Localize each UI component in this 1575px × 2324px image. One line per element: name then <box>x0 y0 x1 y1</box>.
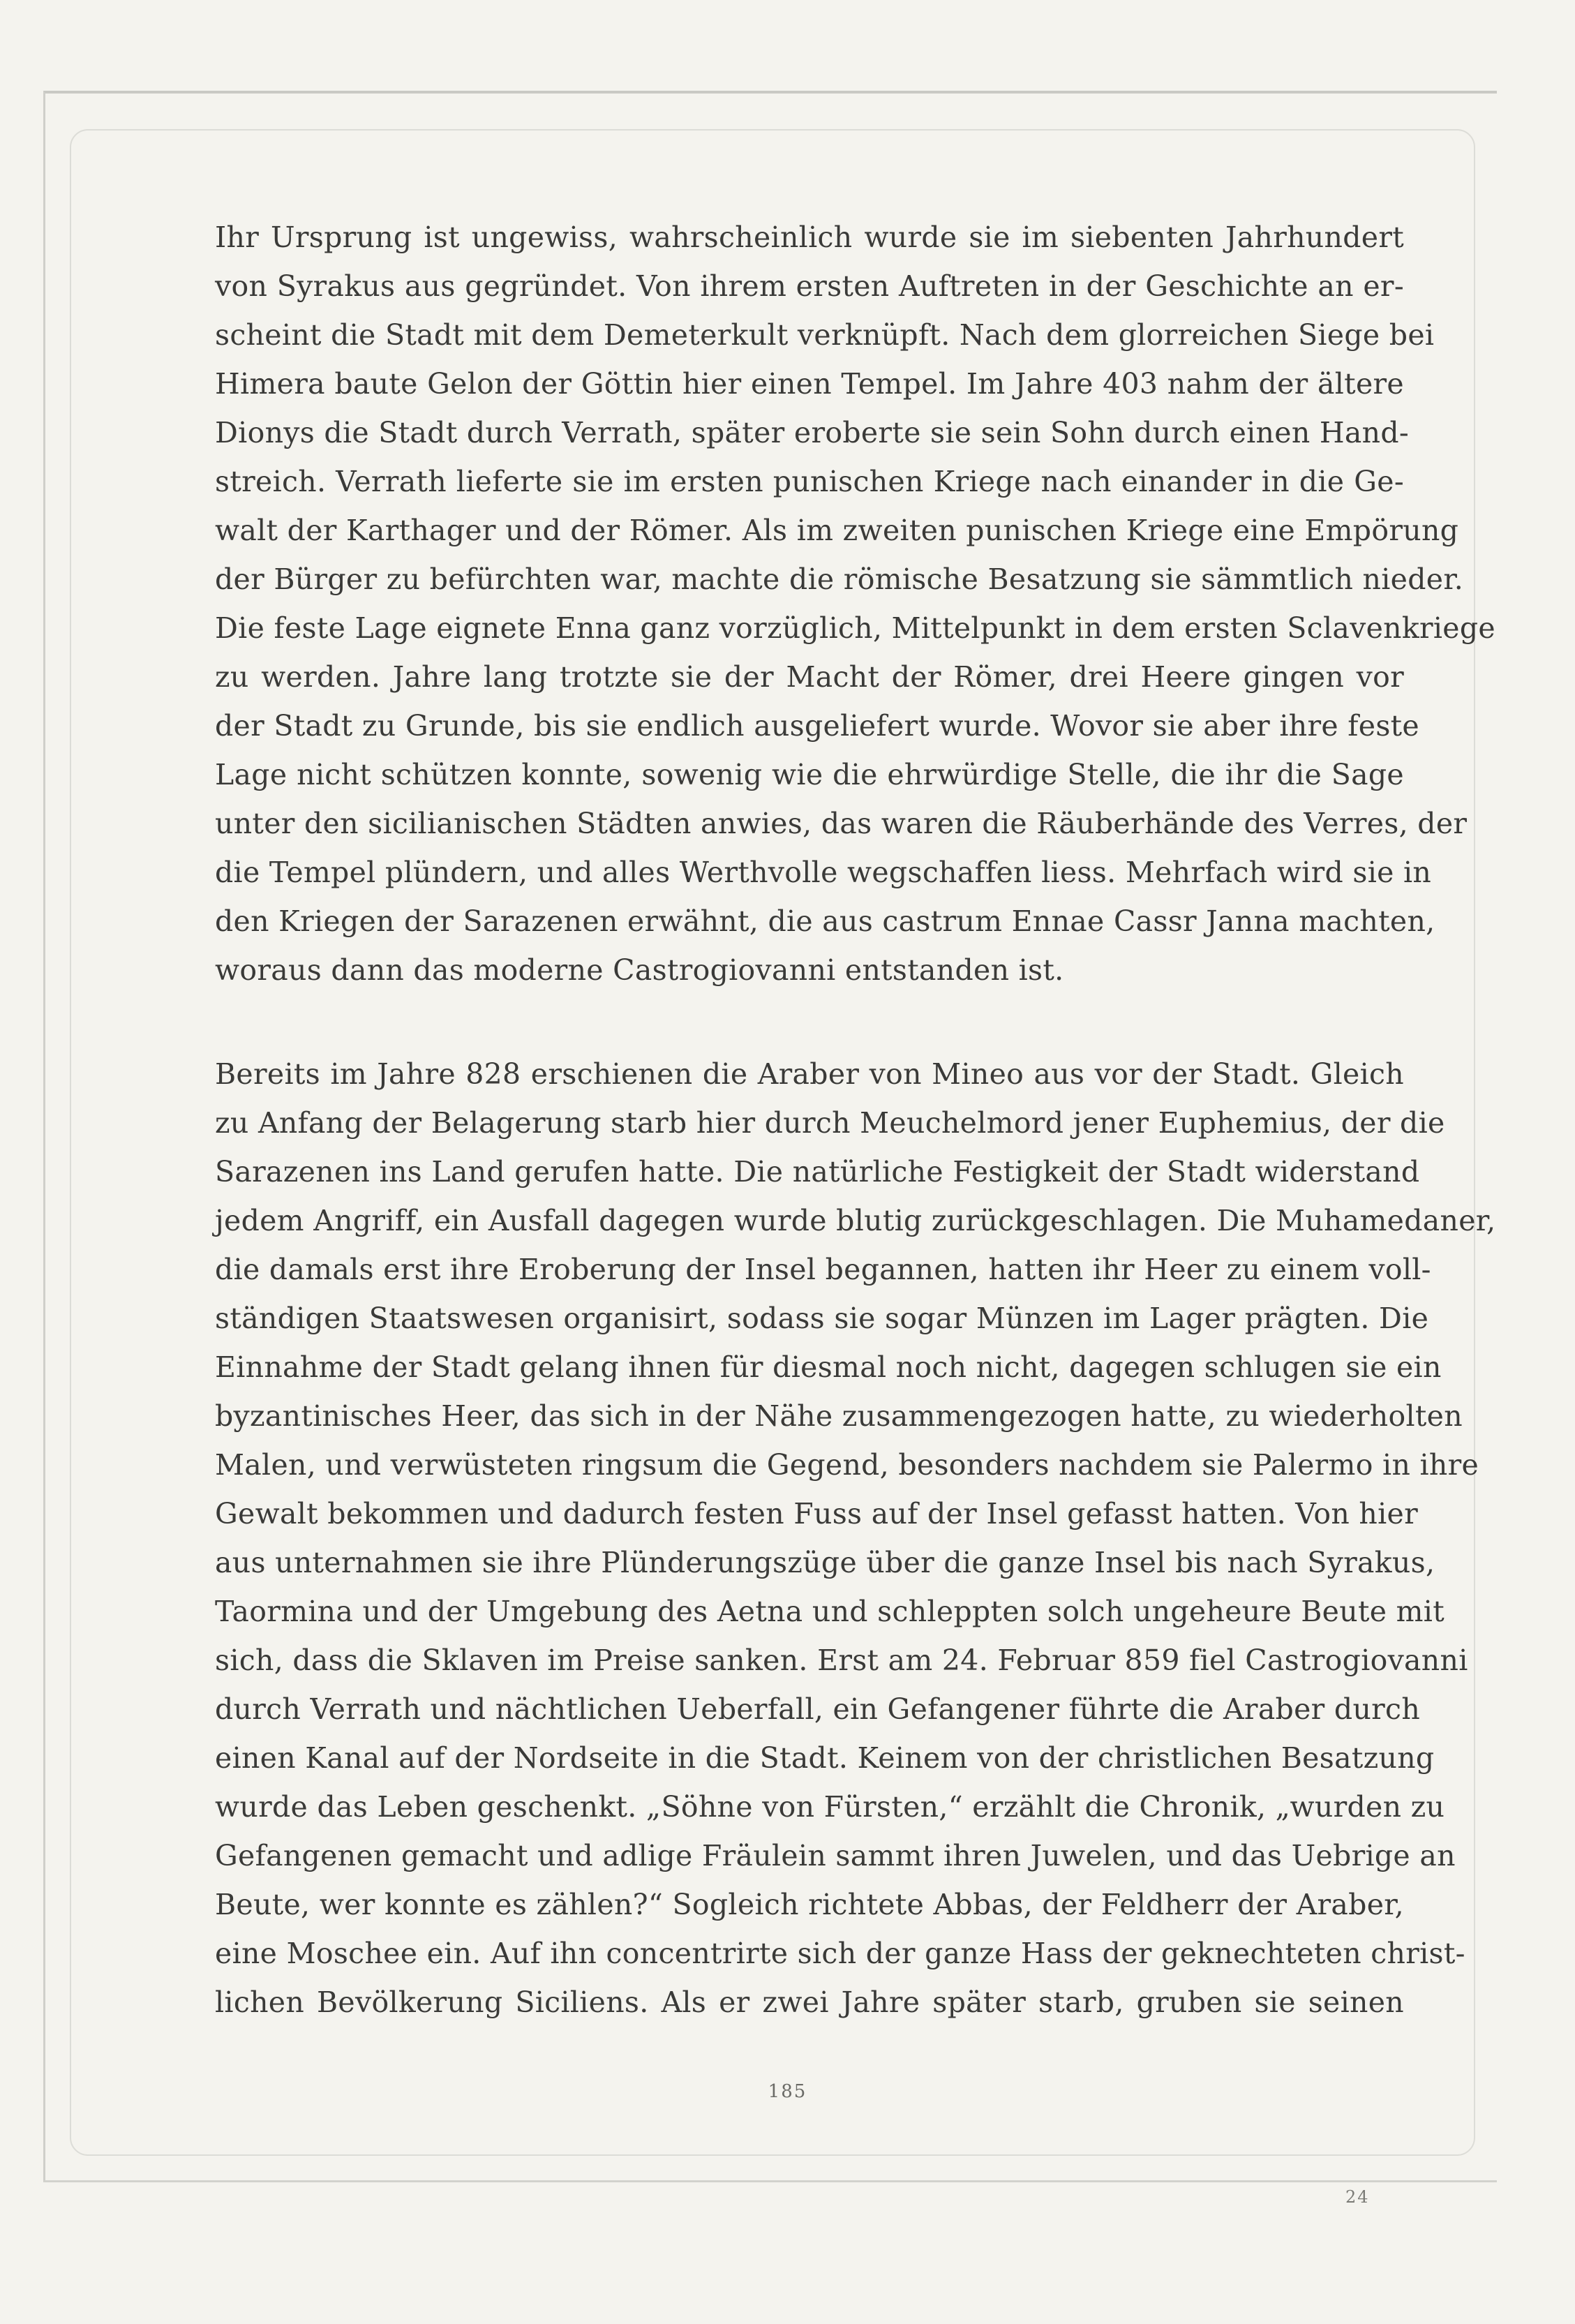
text-line: Bereits im Jahre 828 erschienen die Araber von Mineo aus vor der Stadt. Gleich <box>215 1057 1404 1091</box>
sheet-signature: 24 <box>1345 2187 1370 2207</box>
text-line: von Syrakus aus gegründet. Von ihrem ersten Auftreten in der Geschichte an er- <box>215 269 1404 303</box>
text-line: scheint die Stadt mit dem Demeterkult verknüpft. Nach dem glorreichen Siege bei <box>215 318 1435 352</box>
text-line: der Bürger zu befürchten war, machte die römische Besatzung sie sämmtlich nieder. <box>215 563 1464 596</box>
text-line: einen Kanal auf der Nordseite in die Stadt. Keinem von der christlichen Besatzung <box>215 1741 1435 1775</box>
text-line: streich. Verrath lieferte sie im ersten punischen Kriege nach einander in die Ge- <box>215 465 1404 498</box>
text-line: wurde das Leben geschenkt. „Söhne von Fürsten,“ erzählt die Chronik, „wurden zu <box>215 1790 1445 1824</box>
text-line: der Stadt zu Grunde, bis sie endlich ausgeliefert wurde. Wovor sie aber ihre feste <box>215 709 1419 743</box>
text-line: die Tempel plündern, und alles Werthvolle wegschaffen liess. Mehrfach wird sie in <box>215 856 1432 889</box>
text-line: Ihr Ursprung ist ungewiss, wahrscheinlich wurde sie im siebenten Jahrhundert <box>215 221 1404 254</box>
text-line: durch Verrath und nächtlichen Ueberfall, ein Gefangener führte die Araber durch <box>215 1692 1421 1726</box>
text-line: die damals erst ihre Eroberung der Insel begannen, hatten ihr Heer zu einem voll- <box>215 1253 1431 1286</box>
text-line: sich, dass die Sklaven im Preise sanken. Erst am 24. Februar 859 fiel Castrogiovanni <box>215 1644 1468 1677</box>
text-line: Taormina und der Umgebung des Aetna und schleppten solch ungeheure Beute mit <box>215 1595 1445 1628</box>
text-line: lichen Bevölkerung Siciliens. Als er zwei Jahre später starb, gruben sie seinen <box>215 1986 1404 2019</box>
text-line: Beute, wer konnte es zählen?“ Sogleich richtete Abbas, der Feldherr der Araber, <box>215 1888 1404 1921</box>
text-line: walt der Karthager und der Römer. Als im zweiten punischen Kriege eine Empörung <box>215 514 1459 547</box>
text-line: zu Anfang der Belagerung starb hier durch Meuchelmord jener Euphemius, der die <box>215 1106 1445 1140</box>
page-number: 185 <box>768 2081 807 2102</box>
text-line: zu werden. Jahre lang trotzte sie der Macht der Römer, drei Heere gingen vor <box>215 660 1404 694</box>
text-line: Gewalt bekommen und dadurch festen Fuss auf der Insel gefasst hatten. Von hier <box>215 1497 1418 1530</box>
text-line: Dionys die Stadt durch Verrath, später eroberte sie sein Sohn durch einen Hand- <box>215 416 1410 449</box>
text-line: ständigen Staatswesen organisirt, sodass sie sogar Münzen im Lager prägten. Die <box>215 1302 1429 1335</box>
text-line: eine Moschee ein. Auf ihn concentrirte sich der ganze Hass der geknechteten christ- <box>215 1937 1465 1970</box>
text-line: Einnahme der Stadt gelang ihnen für diesmal noch nicht, dagegen schlugen sie ein <box>215 1350 1442 1384</box>
text-line: unter den sicilianischen Städten anwies, das waren die Räuberhände des Verres, der <box>215 807 1468 840</box>
text-line: Die feste Lage eignete Enna ganz vorzüglich, Mittelpunkt in dem ersten Sclavenkriege <box>215 611 1495 645</box>
text-line: Sarazenen ins Land gerufen hatte. Die natürliche Festigkeit der Stadt widerstand <box>215 1155 1420 1189</box>
text-line: byzantinisches Heer, das sich in der Nähe zusammengezogen hatte, zu wiederholten <box>215 1399 1463 1433</box>
text-line: aus unternahmen sie ihre Plünderungszüge über die ganze Insel bis nach Syrakus, <box>215 1546 1435 1579</box>
text-line: den Kriegen der Sarazenen erwähnt, die aus castrum Ennae Cassr Janna machten, <box>215 904 1435 938</box>
text-line: Himera baute Gelon der Göttin hier einen Tempel. Im Jahre 403 nahm der ältere <box>215 367 1404 401</box>
text-line: Gefangenen gemacht und adlige Fräulein sammt ihren Juwelen, und das Uebrige an <box>215 1839 1456 1872</box>
text-line: jedem Angriff, ein Ausfall dagegen wurde blutig zurückgeschlagen. Die Muhamedaner, <box>215 1204 1496 1237</box>
text-line: Lage nicht schützen konnte, sowenig wie die ehrwürdige Stelle, die ihr die Sage <box>215 758 1404 791</box>
text-line: woraus dann das moderne Castrogiovanni entstanden ist. <box>215 953 1064 987</box>
text-line: Malen, und verwüsteten ringsum die Gegend, besonders nachdem sie Palermo in ihre <box>215 1448 1479 1482</box>
